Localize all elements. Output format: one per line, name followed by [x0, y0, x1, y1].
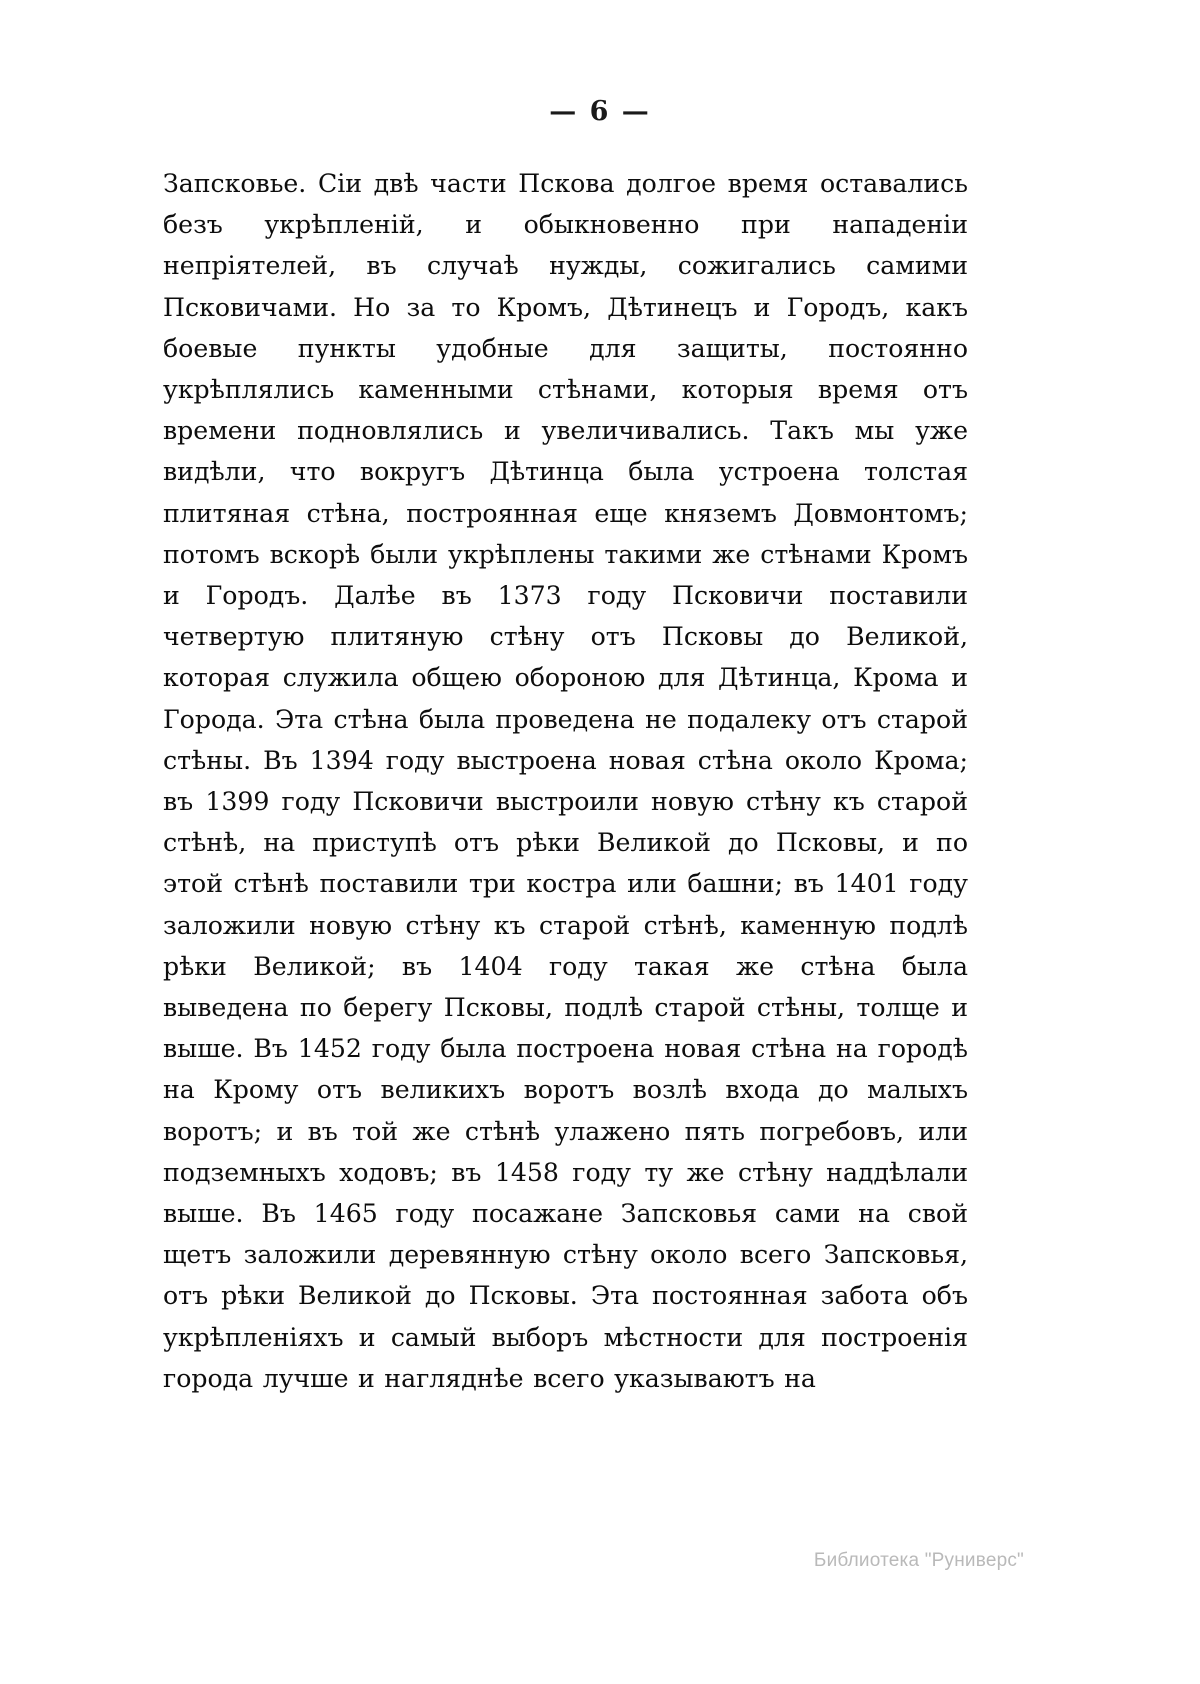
page-number: — 6 — — [549, 96, 651, 127]
body-paragraph: Запсковье. Сіи двѣ части Пскова долгое время оставались безъ укрѣпленій, и обыкновенно при нападеніи непріятелей, въ случаѣ нужды, сожигались самими Псковичами. Но за то Кромъ, Дѣтинецъ и Городъ, какъ боевые пункты удобные для защиты, постоянно укрѣплялись каменными стѣнами, которыя время отъ времени подновлялись и увеличивались. Такъ мы уже видѣли, что вокругъ Дѣтинца была устроена толстая плитяная стѣна, построянная еще княземъ Довмонтомъ; потомъ вскорѣ были укрѣплены такими же стѣнами Кромъ и Городъ. Далѣе въ 1373 году Псковичи поставили четвертую плитяную стѣну отъ Псковы до Великой, которая служила общею обороною для Дѣтинца, Крома и Города. Эта стѣна была проведена не подалеку отъ старой стѣны. Въ 1394 году выстроена новая стѣна около Крома; въ 1399 году Псковичи выстроили новую стѣну къ старой стѣнѣ, на приступѣ отъ рѣки Великой до Псковы, и по этой стѣнѣ поставили три костра или башни; въ 1401 году заложили новую стѣну къ старой стѣнѣ, каменную подлѣ рѣки Великой; въ 1404 году такая же стѣна была выведена по берегу Псковы, подлѣ старой стѣны, толще и выше. Въ 1452 году была построена новая стѣна на городѣ на Крому отъ великихъ воротъ возлѣ входа до малыхъ воротъ; и въ той же стѣнѣ улажено пять погребовъ, или подземныхъ ходовъ; въ 1458 году ту же стѣну наддѣлали выше. Въ 1465 году посажане Запсковья сами на свой щетъ заложили деревянную стѣну около всего Запсковья, отъ рѣки Великой до Псковы. Эта постоянная забота объ укрѣпленіяхъ и самый выборъ мѣстности для построенія города лучше и нагляднѣе всего указываютъ на — [163, 169, 968, 1393]
page-body — [163, 163, 968, 1399]
library-watermark: Библиотека "Руниверс" — [813, 1550, 1024, 1571]
